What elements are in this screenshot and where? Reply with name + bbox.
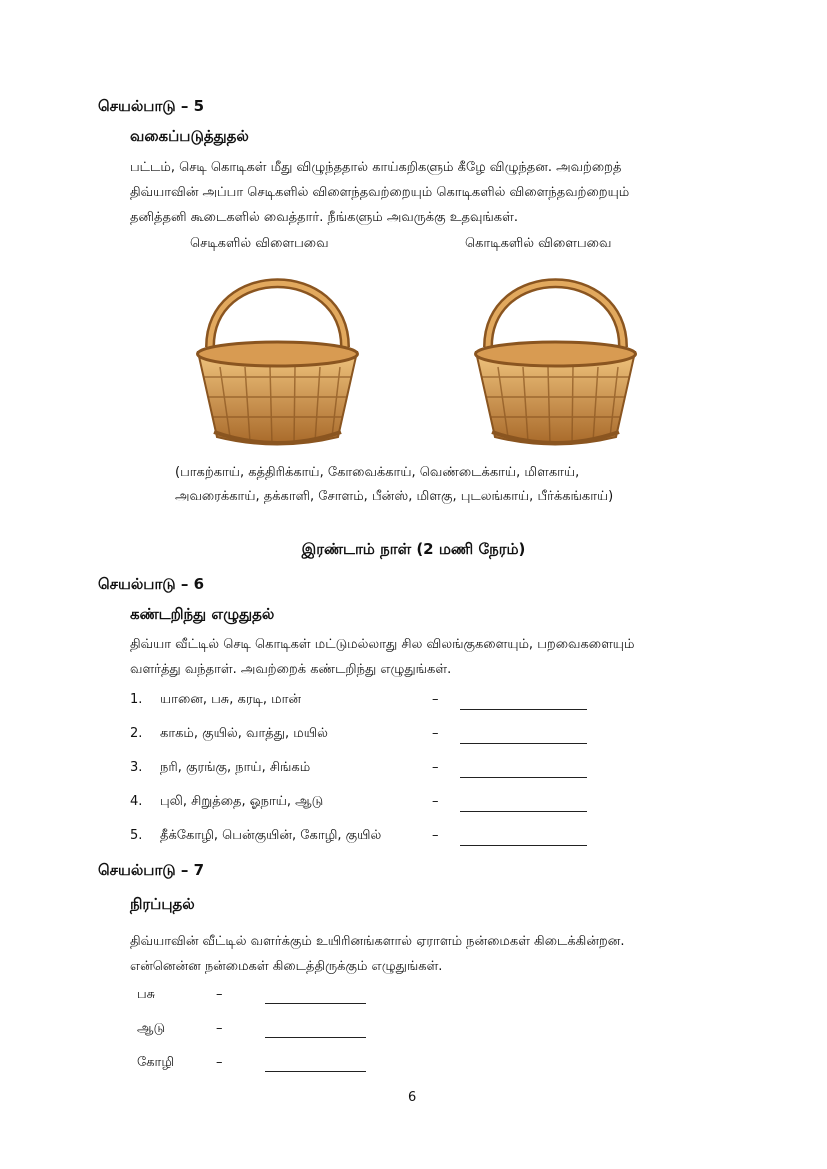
item-number: 2. [130,726,143,741]
activity-7-subheading: நிரப்புதல் [130,895,195,913]
item-text: யானை, பசு, கரடி, மான் [160,692,302,707]
basket-left-caption: செடிகளில் விளைபவை [190,236,329,251]
answer-blank[interactable] [265,1002,366,1004]
options-list [175,461,695,509]
item-number: 3. [130,760,143,775]
item-text: நரி, குரங்கு, நாய், சிங்கம் [160,760,311,775]
activity-5-heading: செயல்பாடு – 5 [98,97,205,115]
benefit-label: ஆடு [137,1021,166,1036]
answer-blank[interactable] [460,844,587,846]
item-text: புலி, சிறுத்தை, ஓநாய், ஆடு [160,794,324,809]
day-2-heading: இரண்டாம் நாள் (2 மணி நேரம்) [301,540,526,558]
activity-7-paragraph [130,929,730,979]
paragraph-line: திவ்யாவின் வீட்டில் வளர்க்கும் உயிரினங்களால் ஏராளம் நன்மைகள் கிடைக்கின்றன. [130,934,625,949]
answer-blank[interactable] [265,1070,366,1072]
item-dash: – [432,692,439,707]
item-number: 1. [130,692,143,707]
activity-6-heading: செயல்பாடு – 6 [98,575,205,593]
item-text: தீக்கோழி, பென்குயின், கோழி, குயில் [160,828,382,843]
item-number: 4. [130,794,143,809]
options-line: (பாகற்காய், கத்திரிக்காய், கோவைக்காய், வெண்டைக்காய், மிளகாய், [175,465,580,480]
item-number: 5. [130,828,143,843]
paragraph-line: பட்டம், செடி கொடிகள் மீது விழுந்ததால் காய்கறிகளும் கீழே விழுந்தன. அவற்றைத் [130,160,622,175]
benefit-dash: – [216,1021,223,1036]
activity-6-paragraph [130,632,730,682]
activity-5-subheading: வகைப்படுத்துதல் [130,127,249,145]
benefit-dash: – [216,987,223,1002]
item-text: காகம், குயில், வாத்து, மயில் [160,726,328,741]
benefit-dash: – [216,1055,223,1070]
paragraph-line: திவ்யா வீட்டில் செடி கொடிகள் மட்டுமல்லாது சில விலங்குகளையும், பறவைகளையும் [130,637,635,652]
answer-blank[interactable] [460,742,587,744]
page-number: 6 [408,1090,417,1105]
benefit-label: பசு [137,987,156,1002]
activity-6-subheading: கண்டறிந்து எழுதுதல் [130,605,275,623]
activity-5-paragraph [130,155,730,230]
basket-icon [190,262,365,466]
paragraph-line: தனித்தனி கூடைகளில் வைத்தார். நீங்களும் அவருக்கு உதவுங்கள். [130,210,518,225]
paragraph-line: திவ்யாவின் அப்பா செடிகளில் விளைந்தவற்றையும் கொடிகளில் விளைந்தவற்றையும் [130,185,630,200]
activity-7-heading: செயல்பாடு – 7 [98,861,205,879]
paragraph-line: என்னென்ன நன்மைகள் கிடைத்திருக்கும் எழுதுங்கள். [130,959,443,974]
item-dash: – [432,760,439,775]
answer-blank[interactable] [460,810,587,812]
paragraph-line: வளர்த்து வந்தாள். அவற்றைக் கண்டறிந்து எழுதுங்கள். [130,662,452,677]
basket-right-caption: கொடிகளில் விளைபவை [465,236,612,251]
basket-icon [468,262,643,466]
item-dash: – [432,726,439,741]
item-dash: – [432,794,439,809]
item-dash: – [432,828,439,843]
answer-blank[interactable] [265,1036,366,1038]
answer-blank[interactable] [460,708,587,710]
options-line: அவரைக்காய், தக்காளி, சோளம், பீன்ஸ், மிளகு, புடலங்காய், பீர்க்கங்காய்) [175,489,614,504]
benefit-label: கோழி [137,1055,175,1070]
answer-blank[interactable] [460,776,587,778]
